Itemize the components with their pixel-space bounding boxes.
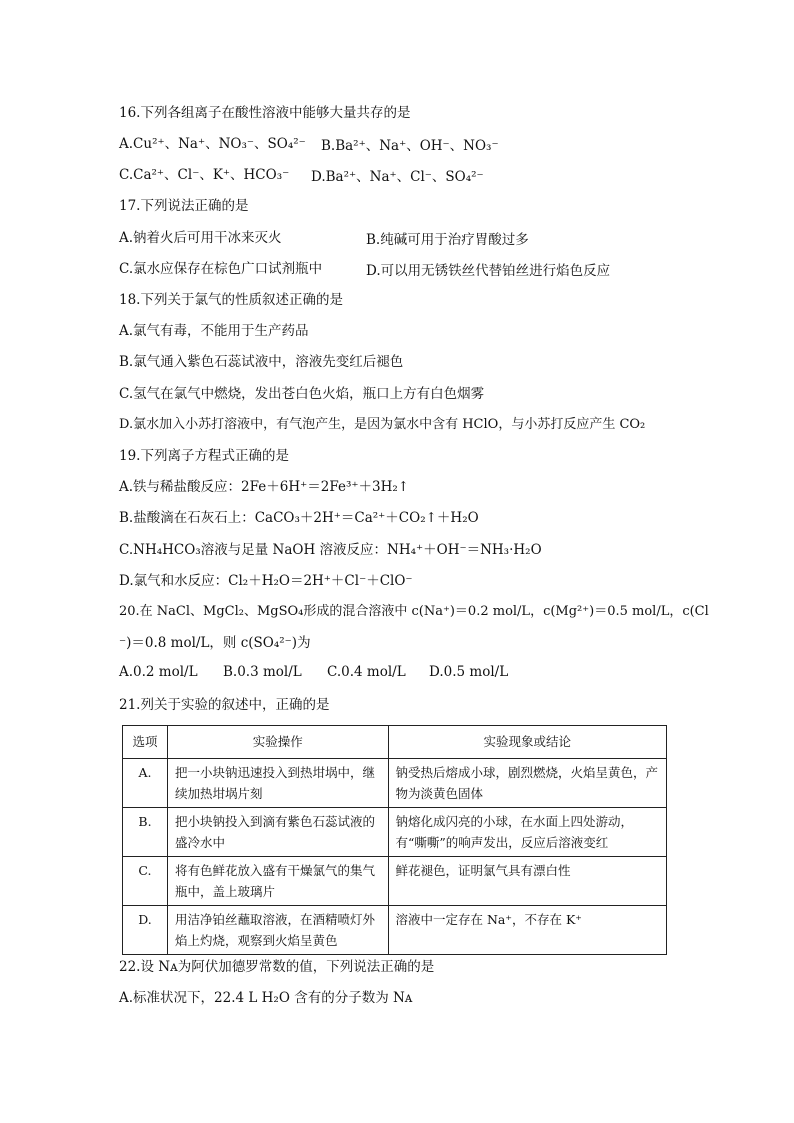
- experiment-table: [122, 725, 667, 955]
- q22-stem: 22.设 Nᴀ为阿伏加德罗常数的值，下列说法正确的是: [119, 959, 435, 975]
- q18-option-d: D.氯水加入小苏打溶液中，有气泡产生，是因为氯水中含有 HClO，与小苏打反应产生 CO₂: [119, 417, 646, 432]
- q16-option-a: A.Cu²⁺、Na⁺、NO₃⁻、SO₄²⁻: [119, 136, 306, 152]
- q17-option-c: C.氯水应保存在棕色广口试剂瓶中: [119, 261, 323, 277]
- row-result: 鲜花褪色，证明氯气具有漂白性: [388, 857, 666, 906]
- q19-option-b: B.盐酸滴在石灰石上：CaCO₃＋2H⁺＝Ca²⁺＋CO₂↑＋H₂O: [119, 510, 479, 526]
- q20-stem-line1: 20.在 NaCl、MgCl₂、MgSO₄形成的混合溶液中 c(Na⁺)＝0.2 mol/L，c(Mg²⁺)＝0.5 mol/L，c(Cl: [119, 604, 709, 619]
- row-operation: 将有色鲜花放入盛有干燥氯气的集气瓶中，盖上玻璃片: [167, 857, 388, 906]
- q18-option-a: A.氯气有毒，不能用于生产药品: [119, 323, 309, 339]
- q17-option-a: A.钠着火后可用干冰来灭火: [119, 230, 282, 246]
- row-option: D.: [123, 906, 168, 955]
- q16-option-c: C.Ca²⁺、Cl⁻、K⁺、HCO₃⁻: [119, 167, 290, 183]
- row-operation: 把小块钠投入到滴有紫色石蕊试液的盛冷水中: [167, 808, 388, 857]
- table-row: [123, 759, 667, 808]
- q18-stem: 18.下列关于氯气的性质叙述正确的是: [119, 292, 343, 308]
- q20-option-b: B.0.3 mol/L: [223, 664, 302, 680]
- header-operation: 实验操作: [167, 726, 388, 759]
- q16-option-d: D.Ba²⁺、Na⁺、Cl⁻、SO₄²⁻: [311, 169, 484, 185]
- row-option: B.: [123, 808, 168, 857]
- row-operation: 把一小块钠迅速投入到热坩埚中，继续加热坩埚片刻: [167, 759, 388, 808]
- q21-stem: 21.列关于实验的叙述中，正确的是: [119, 697, 330, 713]
- q20-stem-line2: ⁻)＝0.8 mol/L，则 c(SO₄²⁻)为: [119, 635, 311, 651]
- q20-option-a: A.0.2 mol/L: [119, 664, 198, 680]
- row-option: A.: [123, 759, 168, 808]
- q19-option-a: A.铁与稀盐酸反应：2Fe＋6H⁺＝2Fe³⁺＋3H₂↑: [119, 479, 410, 495]
- table-row: [123, 906, 667, 955]
- row-option: C.: [123, 857, 168, 906]
- q16-option-b: B.Ba²⁺、Na⁺、OH⁻、NO₃⁻: [321, 138, 499, 154]
- q18-option-c: C.氢气在氯气中燃烧，发出苍白色火焰，瓶口上方有白色烟雾: [119, 386, 485, 402]
- q20-option-c: C.0.4 mol/L: [327, 664, 406, 680]
- row-result: 钠受热后熔成小球，剧烈燃烧，火焰呈黄色，产物为淡黄色固体: [388, 759, 666, 808]
- row-result: 钠熔化成闪亮的小球，在水面上四处游动，有“嘶嘶”的响声发出，反应后溶液变红: [388, 808, 666, 857]
- table-header-row: [123, 726, 667, 759]
- header-option: 选项: [123, 726, 168, 759]
- q17-stem: 17.下列说法正确的是: [119, 198, 249, 214]
- header-result: 实验现象或结论: [388, 726, 666, 759]
- q17-option-b: B.纯碱可用于治疗胃酸过多: [366, 232, 529, 248]
- q19-option-d: D.氯气和水反应：Cl₂＋H₂O＝2H⁺＋Cl⁻＋ClO⁻: [119, 573, 413, 589]
- q19-stem: 19.下列离子方程式正确的是: [119, 448, 289, 464]
- row-result: 溶液中一定存在 Na⁺，不存在 K⁺: [388, 906, 666, 955]
- q18-option-b: B.氯气通入紫色石蕊试液中，溶液先变红后褪色: [119, 354, 404, 370]
- q19-option-c: C.NH₄HCO₃溶液与足量 NaOH 溶液反应：NH₄⁺＋OH⁻＝NH₃·H₂O: [119, 542, 542, 558]
- row-operation: 用洁净铂丝蘸取溶液，在酒精喷灯外焰上灼烧，观察到火焰呈黄色: [167, 906, 388, 955]
- q20-option-d: D.0.5 mol/L: [429, 664, 509, 680]
- q17-option-d: D.可以用无锈铁丝代替铂丝进行焰色反应: [366, 263, 611, 279]
- table-row: [123, 857, 667, 906]
- table-row: [123, 808, 667, 857]
- q16-stem: 16.下列各组离子在酸性溶液中能够大量共存的是: [119, 105, 411, 121]
- q22-option-a: A.标准状况下，22.4 L H₂O 含有的分子数为 Nᴀ: [119, 990, 413, 1006]
